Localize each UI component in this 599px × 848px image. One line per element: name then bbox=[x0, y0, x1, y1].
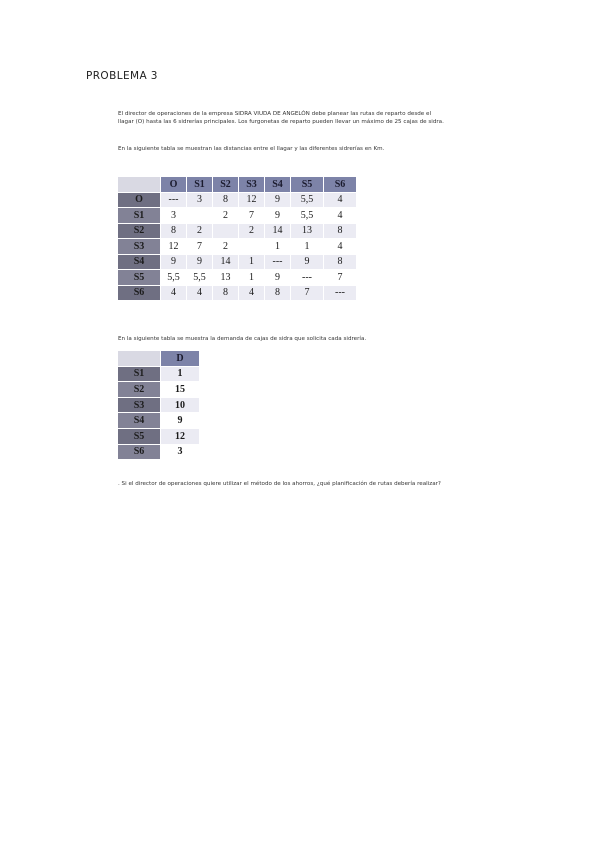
table-cell: 5,5 bbox=[187, 270, 212, 285]
table-cell: 8 bbox=[213, 286, 238, 301]
table-cell: 4 bbox=[324, 193, 356, 208]
row-label: S6 bbox=[118, 286, 160, 301]
table-cell: 2 bbox=[213, 239, 238, 254]
distance-col-header: S3 bbox=[239, 177, 264, 192]
table-cell: 4 bbox=[187, 286, 212, 301]
table-cell: 9 bbox=[265, 270, 290, 285]
table-row bbox=[118, 286, 356, 301]
table-cell: 8 bbox=[213, 193, 238, 208]
row-label: S1 bbox=[118, 367, 160, 382]
table-cell: 2 bbox=[213, 208, 238, 223]
table-cell: 9 bbox=[265, 208, 290, 223]
table-row bbox=[118, 239, 356, 254]
table-cell: --- bbox=[324, 286, 356, 301]
demand-table-caption: En la siguiente tabla se muestra la demanda de cajas de sidra que solicita cada sidrería. bbox=[118, 336, 367, 342]
distance-col-header: S4 bbox=[265, 177, 290, 192]
distance-col-header: S6 bbox=[324, 177, 356, 192]
table-cell: 13 bbox=[291, 224, 323, 239]
table-cell: 4 bbox=[239, 286, 264, 301]
table-cell: 12 bbox=[161, 239, 186, 254]
distance-col-header: O bbox=[161, 177, 186, 192]
table-cell: 7 bbox=[239, 208, 264, 223]
page-title: PROBLEMA 3 bbox=[86, 70, 158, 82]
table-cell: 1 bbox=[161, 367, 199, 382]
demand-corner-cell bbox=[118, 351, 160, 366]
table-row bbox=[118, 224, 356, 239]
table-row bbox=[118, 429, 199, 444]
table-row bbox=[118, 413, 199, 428]
table-cell: --- bbox=[161, 193, 186, 208]
table-cell: 3 bbox=[187, 193, 212, 208]
table-cell: 2 bbox=[187, 224, 212, 239]
row-label: S5 bbox=[118, 270, 160, 285]
table-cell: 1 bbox=[265, 239, 290, 254]
table-cell: 8 bbox=[324, 224, 356, 239]
table-cell: 4 bbox=[161, 286, 186, 301]
table-cell: 9 bbox=[265, 193, 290, 208]
row-label: S4 bbox=[118, 255, 160, 270]
question-paragraph: . Si el director de operaciones quiere utilizar el método de los ahorros, ¿qué planificación de rutas debería realizar? bbox=[118, 481, 441, 487]
table-cell: --- bbox=[291, 270, 323, 285]
row-label: S2 bbox=[118, 382, 160, 397]
table-row bbox=[118, 398, 199, 413]
distance-col-header: S2 bbox=[213, 177, 238, 192]
table-cell: 9 bbox=[161, 413, 199, 428]
table-cell: 5,5 bbox=[291, 208, 323, 223]
row-label: S6 bbox=[118, 445, 160, 460]
demand-col-header: D bbox=[161, 351, 199, 366]
table-row bbox=[118, 445, 199, 460]
table-row bbox=[118, 255, 356, 270]
table-cell: 9 bbox=[291, 255, 323, 270]
table-cell: 9 bbox=[187, 255, 212, 270]
table-cell: 9 bbox=[161, 255, 186, 270]
distance-col-header: S5 bbox=[291, 177, 323, 192]
intro-paragraph: El director de operaciones de la empresa SIDRA VIUDA DE ANGELÓN debe planear las rutas de reparto desde el llagar (O) hasta las 6 sidrerías principales. Los furgonetas de reparto pueden llevar un máximo de 25 cajas de sidra. bbox=[118, 111, 444, 126]
row-label: S5 bbox=[118, 429, 160, 444]
distance-col-header: S1 bbox=[187, 177, 212, 192]
table-row bbox=[118, 193, 356, 208]
table-row bbox=[118, 208, 356, 223]
table-row bbox=[118, 382, 199, 397]
distance-header-row bbox=[118, 177, 356, 192]
row-label: S2 bbox=[118, 224, 160, 239]
row-label: S1 bbox=[118, 208, 160, 223]
table-cell: 3 bbox=[161, 208, 186, 223]
distance-table bbox=[117, 176, 357, 301]
table-cell: 5,5 bbox=[161, 270, 186, 285]
table-cell: 1 bbox=[239, 255, 264, 270]
table-cell: 14 bbox=[213, 255, 238, 270]
table-cell: 3 bbox=[161, 445, 199, 460]
table-row bbox=[118, 270, 356, 285]
table-cell: 15 bbox=[161, 382, 199, 397]
table-cell: 10 bbox=[161, 398, 199, 413]
row-label: O bbox=[118, 193, 160, 208]
row-label: S3 bbox=[118, 398, 160, 413]
table-cell: 13 bbox=[213, 270, 238, 285]
table-cell: 7 bbox=[291, 286, 323, 301]
demand-header-row bbox=[118, 351, 199, 366]
table-cell bbox=[239, 239, 264, 254]
table-cell: 12 bbox=[161, 429, 199, 444]
distance-table-caption: En la siguiente tabla se muestran las distancias entre el llagar y las diferentes sidrerías en Km. bbox=[118, 146, 385, 152]
table-cell: 8 bbox=[265, 286, 290, 301]
table-cell: 4 bbox=[324, 208, 356, 223]
table-cell: --- bbox=[265, 255, 290, 270]
table-cell: 4 bbox=[324, 239, 356, 254]
table-cell: 1 bbox=[291, 239, 323, 254]
demand-table bbox=[117, 350, 200, 460]
row-label: S4 bbox=[118, 413, 160, 428]
table-cell: 8 bbox=[324, 255, 356, 270]
table-cell: 8 bbox=[161, 224, 186, 239]
table-cell: 12 bbox=[239, 193, 264, 208]
table-cell: 7 bbox=[187, 239, 212, 254]
table-cell: 5,5 bbox=[291, 193, 323, 208]
row-label: S3 bbox=[118, 239, 160, 254]
table-row bbox=[118, 367, 199, 382]
table-cell: 2 bbox=[239, 224, 264, 239]
table-cell: 1 bbox=[239, 270, 264, 285]
distance-corner-cell bbox=[118, 177, 160, 192]
table-cell: 14 bbox=[265, 224, 290, 239]
table-cell: 7 bbox=[324, 270, 356, 285]
table-cell bbox=[187, 208, 212, 223]
table-cell bbox=[213, 224, 238, 239]
